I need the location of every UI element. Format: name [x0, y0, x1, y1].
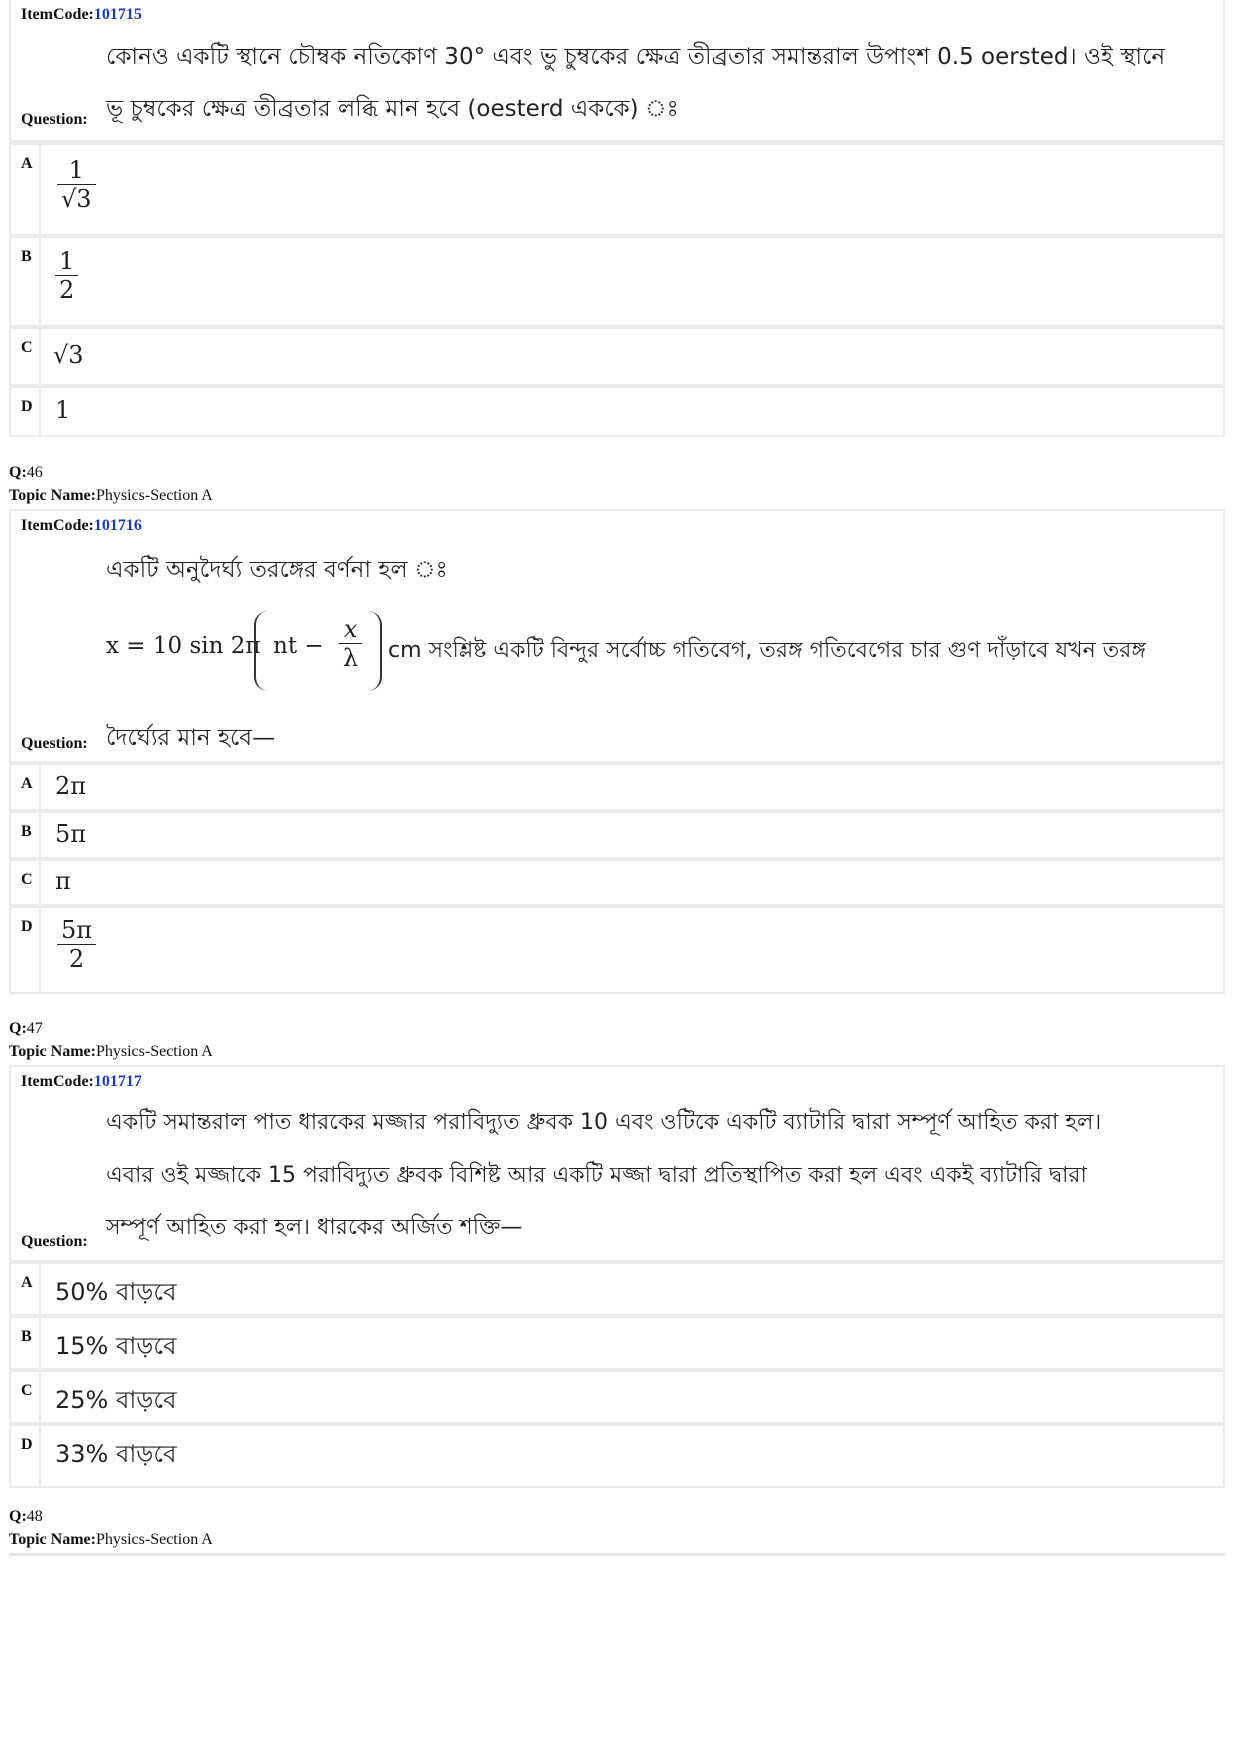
option-row-c[interactable]	[9, 327, 1225, 384]
equation-suffix: cm সংশ্লিষ্ট একটি বিন্দুর সর্বোচ্চ গতিবেগ, তরঙ্গ গতিবেগের চার গুণ দাঁড়াবে যখন তরঙ্গ	[388, 638, 1146, 663]
option-text: 33% বাড়বে	[55, 1440, 177, 1468]
question-block-47	[9, 1065, 1225, 1488]
item-code-value: 101717	[93, 1073, 142, 1090]
option-row-d[interactable]	[9, 1424, 1225, 1486]
option-row-c[interactable]	[9, 859, 1225, 904]
question-text-line-1: একটি অনুদৈর্ঘ্য তরঙ্গের বর্ণনা হল ঃ	[106, 557, 448, 583]
option-row-a[interactable]	[9, 763, 1225, 809]
question-label: Question:	[21, 111, 88, 128]
option-letter: D	[11, 908, 39, 992]
option-letter: A	[11, 1264, 39, 1314]
option-body	[41, 145, 1223, 234]
item-code-value: 101715	[93, 6, 142, 23]
topic-name-47: Topic Name:Physics-Section A	[9, 1043, 213, 1060]
option-row-a[interactable]	[9, 143, 1225, 234]
option-body	[41, 238, 1223, 325]
option-text: 15% বাড়বে	[55, 1332, 177, 1360]
question-text-line-3: সম্পূর্ণ আহিত করা হল। ধারকের অর্জিত শক্তি—	[106, 1215, 523, 1240]
question-number-47: Q:47	[9, 1020, 43, 1037]
question-label: Question:	[21, 735, 88, 752]
question-stem	[11, 0, 1223, 140]
option-text: π	[55, 867, 71, 895]
question-text-line-2: ভূ চুম্বকের ক্ষেত্র তীব্রতার লব্ধি মান হবে (oesterd এককে) ঃ	[106, 96, 679, 122]
question-text-line-2: এবার ওই মজ্জাকে 15 পরাবিদ্যুত ধ্রুবক বিশিষ্ট আর একটি মজ্জা দ্বারা প্রতিস্থাপিত করা হল এবং একই ব্যাটারি দ্বারা	[106, 1163, 1087, 1188]
option-row-d[interactable]	[9, 906, 1225, 992]
option-row-c[interactable]	[9, 1370, 1225, 1422]
option-body	[41, 765, 1223, 809]
question-number-48: Q:48	[9, 1508, 43, 1525]
left-paren	[254, 611, 270, 691]
option-row-b[interactable]	[9, 811, 1225, 857]
option-text: 25% বাড়বে	[55, 1386, 177, 1414]
option-row-b[interactable]	[9, 236, 1225, 325]
question-number-46: Q:46	[9, 464, 43, 481]
option-body	[41, 1318, 1223, 1368]
option-text: √3	[53, 341, 84, 369]
right-paren	[366, 611, 382, 691]
option-body	[41, 329, 1223, 384]
option-body	[41, 813, 1223, 857]
option-row-d[interactable]	[9, 386, 1225, 435]
equation-nt: nt −	[273, 633, 324, 659]
option-row-b[interactable]	[9, 1316, 1225, 1368]
option-body	[41, 1426, 1223, 1486]
fraction: $\frac{1}{√3}$	[57, 156, 96, 213]
option-text: 50% বাড়বে	[55, 1278, 177, 1306]
option-body	[41, 908, 1223, 992]
option-letter: D	[11, 1426, 39, 1486]
question-label: Question:	[21, 1233, 88, 1250]
question-text-line-3: দৈর্ঘ্যের মান হবে—	[106, 725, 276, 751]
option-text: 5π	[55, 820, 87, 848]
option-letter: B	[11, 238, 39, 325]
option-letter: B	[11, 1318, 39, 1368]
question-text-line-1: কোনও একটি স্থানে চৌম্বক নতিকোণ 30° এবং ভু চুম্বকের ক্ষেত্র তীব্রতার সমান্তরাল উপাংশ 0.5 oersted। ওই স্থানে	[106, 44, 1166, 70]
fraction: $\frac{5\pi}{2}$	[57, 916, 96, 973]
option-row-a[interactable]	[9, 1262, 1225, 1314]
item-code-value: 101716	[93, 517, 142, 534]
option-letter: C	[11, 1372, 39, 1422]
item-code: ItemCode:101716	[21, 517, 142, 534]
question-stem	[11, 511, 1223, 761]
option-letter: D	[11, 388, 39, 435]
item-code: ItemCode:101715	[21, 6, 142, 23]
question-block-46	[9, 509, 1225, 994]
topic-name-46: Topic Name:Physics-Section A	[9, 487, 213, 504]
option-body	[41, 1264, 1223, 1314]
equation-fraction: $\frac{x}{\lambda}$	[339, 615, 362, 672]
question-stem	[11, 1067, 1223, 1260]
option-text: 1	[55, 396, 71, 424]
divider	[9, 1553, 1225, 1556]
topic-name-48: Topic Name:Physics-Section A	[9, 1531, 213, 1548]
option-text: 2π	[55, 772, 87, 800]
option-letter: A	[11, 145, 39, 234]
item-code: ItemCode:101717	[21, 1073, 142, 1090]
option-body	[41, 1372, 1223, 1422]
option-letter: C	[11, 329, 39, 384]
equation-prefix: x = 10 sin 2π	[106, 633, 261, 659]
fraction: $\frac{1}{2}$	[55, 247, 78, 304]
question-block-45	[9, 0, 1225, 437]
option-body	[41, 388, 1223, 435]
option-body	[41, 861, 1223, 904]
option-letter: C	[11, 861, 39, 904]
option-letter: B	[11, 813, 39, 857]
option-letter: A	[11, 765, 39, 809]
question-text-line-1: একটি সমান্তরাল পাত ধারকের মজ্জার পরাবিদ্যুত ধ্রুবক 10 এবং ওটিকে একটি ব্যাটারি দ্বারা সম্পূর্ণ আহিত করা হল।	[106, 1110, 1102, 1135]
